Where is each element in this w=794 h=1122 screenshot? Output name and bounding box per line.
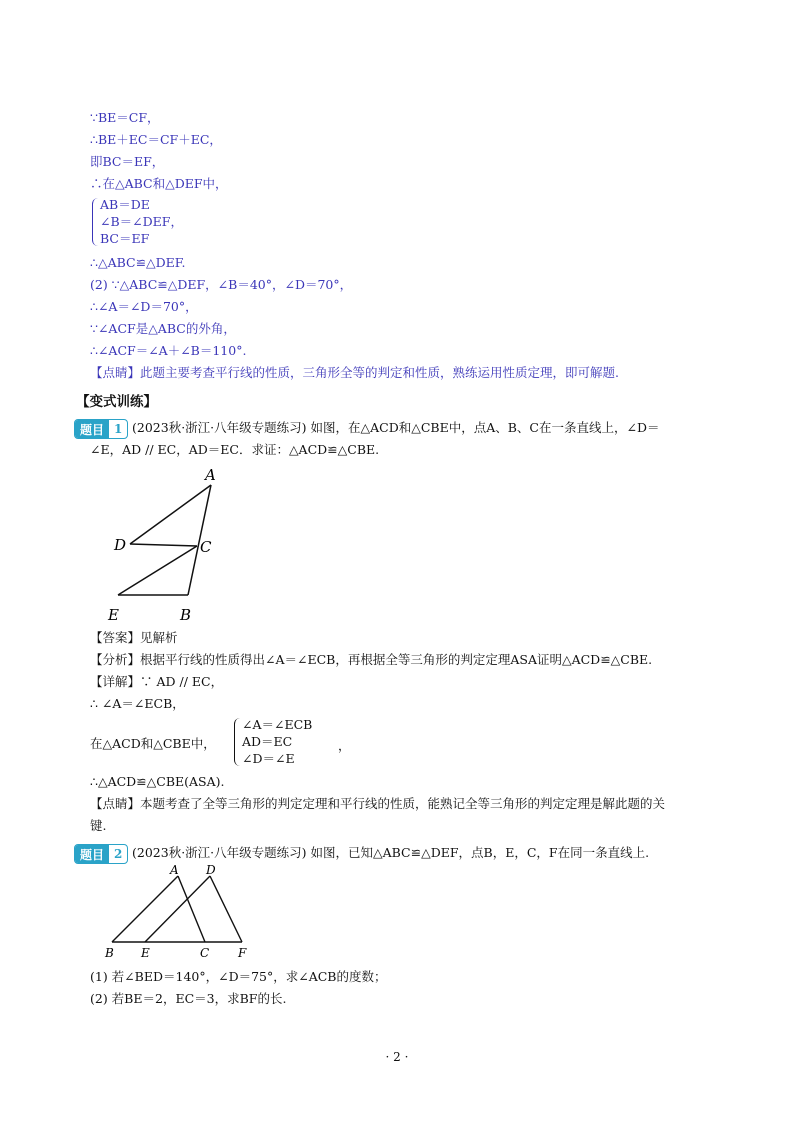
- detail-line-2: ∴ ∠A＝∠ECB，: [90, 696, 185, 711]
- system-row: AB＝DE: [100, 197, 150, 212]
- badge-tag: 题目: [75, 845, 109, 863]
- solution-line-9: ∴∠ACF＝∠A＋∠B＝110°.: [90, 343, 247, 358]
- solution-line-1: ∵BE＝CF，: [90, 110, 160, 125]
- badge-number: 1: [114, 422, 123, 436]
- point-label-E: E: [141, 946, 150, 960]
- segment-EC: [118, 546, 197, 595]
- answer-line: 【答案】见解析: [90, 630, 178, 645]
- equation-system-1: [90, 196, 183, 250]
- question-1-text-line-2: ∠E，AD // EC，AD＝EC．求证：△ACD≌△CBE.: [90, 442, 380, 457]
- comment-line: 【点睛】此题主要考查平行线的性质，三角形全等的判定和性质，熟练运用性质定理，即可解题.: [90, 365, 619, 380]
- question-1-text-line-1: (2023秋·浙江·八年级专题练习) 如图，在△ACD和△CBE中，点A、B、C在一条直线上，∠D＝: [132, 420, 660, 435]
- segment-AD: [130, 485, 211, 544]
- system-row: AD＝EC: [242, 734, 293, 749]
- figure-2: [100, 864, 260, 964]
- point-label-F: F: [238, 946, 247, 960]
- system-tail: ，: [338, 738, 351, 753]
- solution-line-5: ∴△ABC≌△DEF.: [90, 255, 186, 270]
- solution-line-2: ∴BE＋EC＝CF＋EC，: [90, 132, 222, 147]
- solution-line-8: ∵∠ACF是△ABC的外角，: [90, 321, 236, 336]
- badge-number: 2: [114, 847, 123, 861]
- solution-line-7: ∴∠A＝∠D＝70°，: [90, 299, 198, 314]
- comment-line-2: 键.: [90, 818, 107, 833]
- analysis-line: 【分析】根据平行线的性质得出∠A＝∠ECB，再根据全等三角形的判定定理ASA证明△ACD≌△CBE.: [90, 652, 653, 667]
- point-label-E: E: [108, 606, 119, 624]
- detail-line-4: ∴△ACD≌△CBE(ASA).: [90, 774, 225, 789]
- system-row: ∠D＝∠E: [242, 751, 295, 766]
- figure-1: [100, 462, 250, 632]
- detail-line-1: 【详解】∵ AD // EC，: [90, 674, 224, 689]
- section-title: 【变式训练】: [76, 394, 157, 410]
- sub-question-2: (2) 若BE＝2，EC＝3，求BF的长.: [90, 991, 287, 1006]
- sub-question-1: (1) 若∠BED＝140°，∠D＝75°，求∠ACB的度数；: [90, 969, 387, 984]
- segment-BA: [112, 876, 178, 942]
- solution-line-6: (2) ∵△ABC≌△DEF，∠B＝40°，∠D＝70°，: [90, 277, 353, 292]
- point-label-B: B: [105, 946, 114, 960]
- point-label-D: D: [206, 864, 216, 877]
- point-label-A: A: [205, 466, 216, 484]
- equation-system-2: [232, 716, 312, 770]
- left-brace-icon: [234, 718, 241, 766]
- point-label-C: C: [200, 946, 210, 960]
- point-label-A: A: [170, 864, 179, 877]
- left-brace-icon: [92, 198, 99, 246]
- solution-line-4: ∴在△ABC和△DEF中，: [90, 176, 228, 191]
- point-label-D: D: [114, 536, 127, 554]
- question-2-text: (2023秋·浙江·八年级专题练习) 如图，已知△ABC≌△DEF，点B，E，C，F在同一条直线上.: [132, 845, 650, 860]
- segment-DC: [130, 544, 197, 546]
- point-label-C: C: [200, 538, 212, 556]
- system-row: ∠B＝∠DEF，: [100, 214, 183, 229]
- solution-line-3: 即BC＝EF，: [90, 154, 165, 169]
- point-label-B: B: [180, 606, 192, 624]
- question-badge-2: [74, 844, 128, 864]
- detail-line-3: 在△ACD和△CBE中，: [90, 736, 216, 751]
- badge-tag: 题目: [75, 420, 109, 438]
- system-row: ∠A＝∠ECB: [242, 717, 313, 732]
- comment-line-1: 【点睛】本题考查了全等三角形的判定定理和平行线的性质，能熟记全等三角形的判定定理是解此题的关: [90, 796, 666, 811]
- page-number: · 2 ·: [385, 1050, 409, 1064]
- segment-DF: [210, 876, 242, 942]
- question-badge-1: [74, 419, 128, 439]
- system-row: BC＝EF: [100, 231, 150, 246]
